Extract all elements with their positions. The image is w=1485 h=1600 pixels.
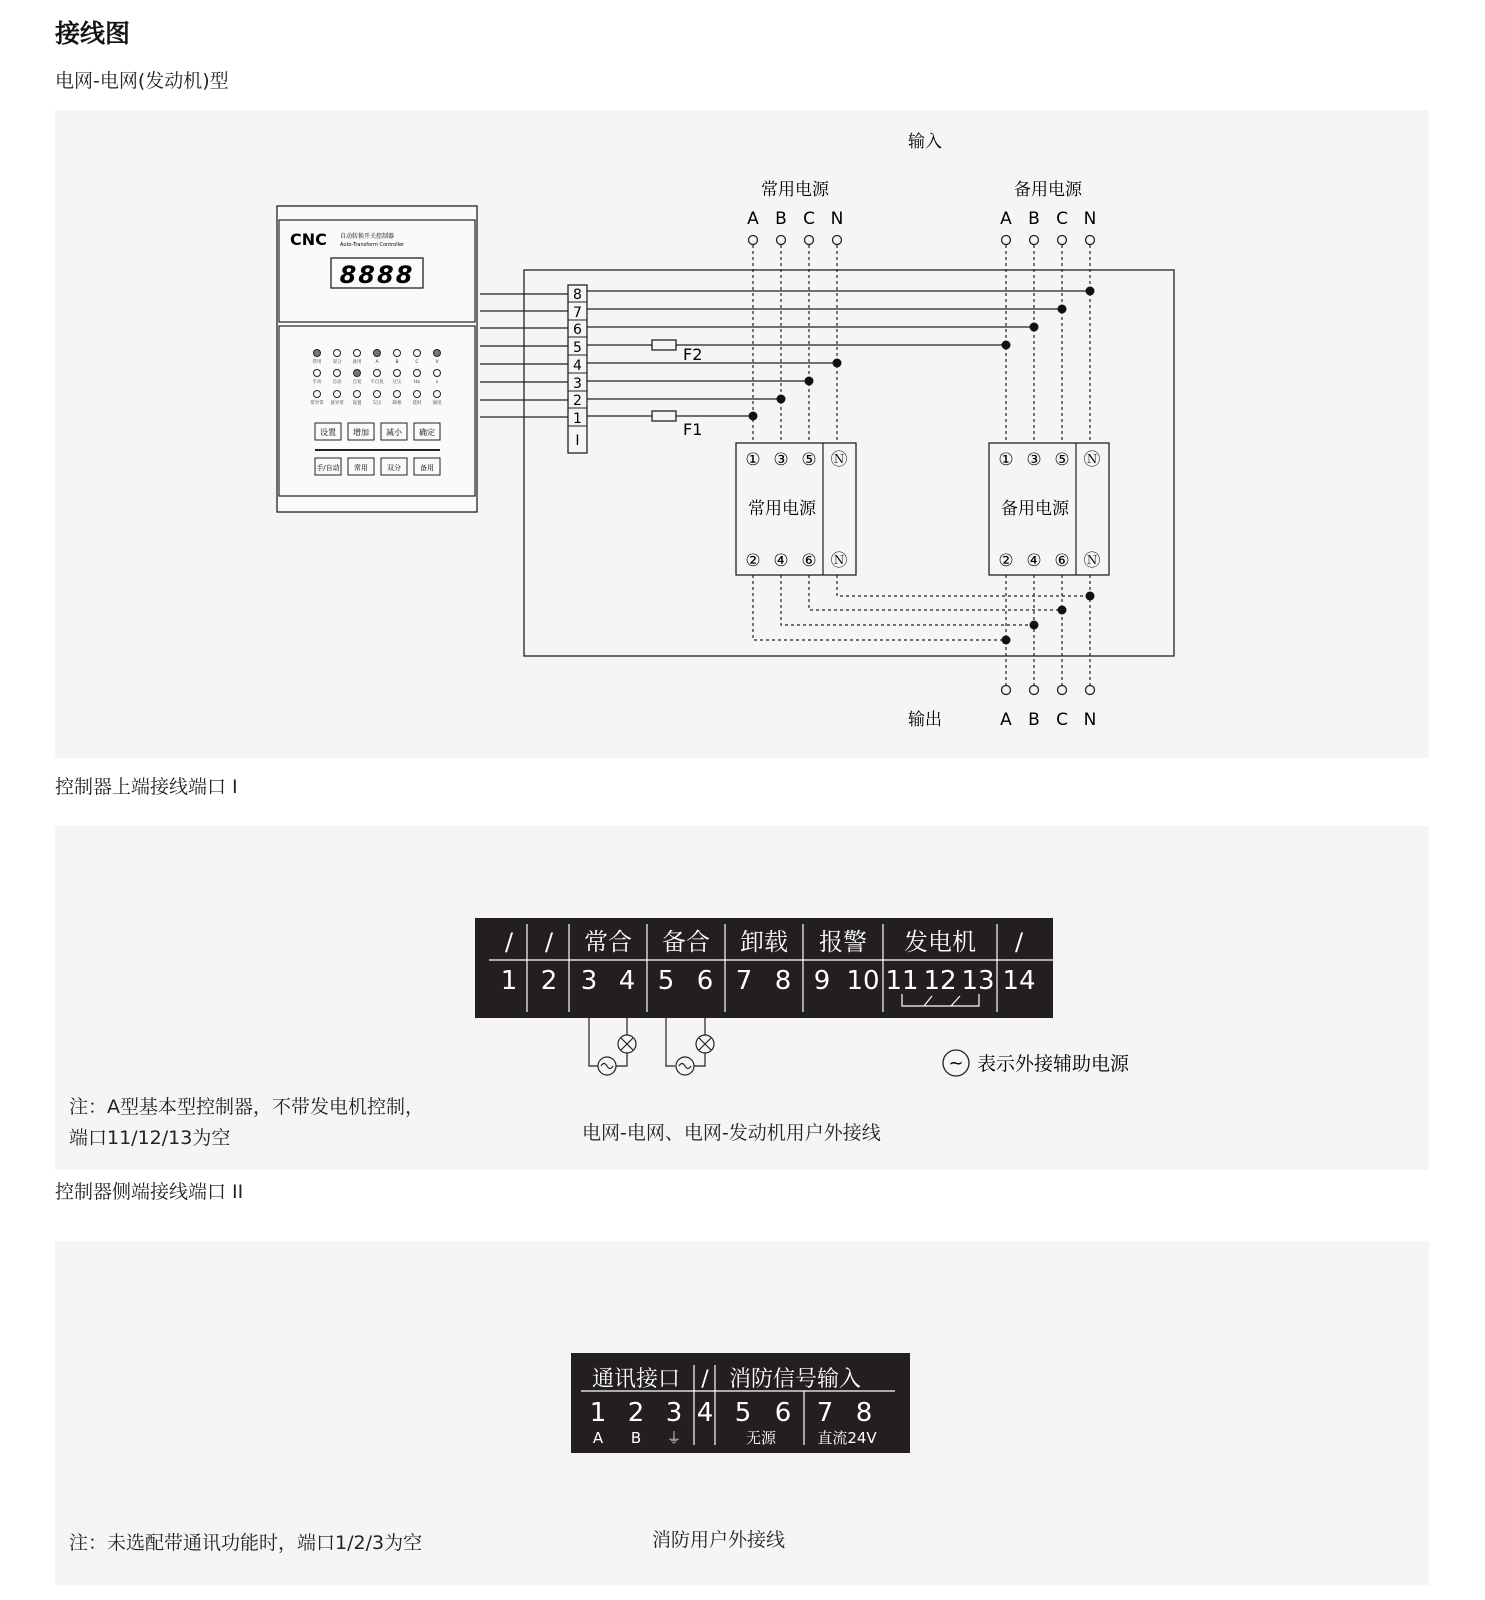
breaker-terminal: ⑤ <box>801 450 817 470</box>
breaker-terminal: ② <box>745 551 761 571</box>
port1-header: / <box>504 928 514 956</box>
port1-header: / <box>544 928 554 956</box>
phase-label: C <box>1056 209 1068 229</box>
breaker-terminal: ④ <box>773 551 789 571</box>
port1-number: 13 <box>961 966 995 996</box>
led-label: C <box>415 360 419 365</box>
breaker-terminal: ① <box>745 450 761 470</box>
port2-sublabel: B <box>630 1429 642 1447</box>
port2-number: 7 <box>816 1398 834 1428</box>
breaker-terminal: Ⓝ <box>830 450 848 470</box>
led-label: Hz <box>414 380 420 385</box>
input-label: 输入 <box>908 132 942 152</box>
fuse-label: F1 <box>683 420 703 439</box>
port1-number: 5 <box>657 966 675 996</box>
fuse-label: F2 <box>683 345 703 364</box>
port1-note <box>69 1092 424 1154</box>
wiring-diagram-panel <box>55 110 1429 758</box>
fuse-f1 <box>652 411 676 421</box>
lamp-circuit-main <box>589 1018 636 1075</box>
port2-number: 4 <box>696 1398 714 1428</box>
source-main-title: 常用电源 <box>761 180 829 200</box>
phase-label: B <box>1028 710 1040 730</box>
output-label: 输出 <box>908 710 942 730</box>
port1-number: 4 <box>618 966 636 996</box>
terminal-number: 3 <box>573 376 582 392</box>
page-title: 接线图 <box>55 19 131 48</box>
port1-number: 11 <box>885 966 919 996</box>
port1-number: 8 <box>774 966 792 996</box>
port1-number: 6 <box>696 966 714 996</box>
port1-header: 卸载 <box>740 928 788 956</box>
breaker-terminal: Ⓝ <box>830 551 848 571</box>
port1-number: 7 <box>735 966 753 996</box>
port2-header: / <box>701 1367 709 1392</box>
led-label: 常异常 <box>310 401 324 406</box>
port1-number: 14 <box>1002 966 1036 996</box>
breaker-terminal: ② <box>998 551 1014 571</box>
led-label: 备用 <box>352 360 362 365</box>
phase-label: N <box>1083 710 1097 730</box>
port2-number: 6 <box>774 1398 792 1428</box>
breaker-terminal: ③ <box>1026 450 1042 470</box>
port1-number: 1 <box>500 966 518 996</box>
led-label: s <box>435 380 439 385</box>
breaker-terminal: ① <box>998 450 1014 470</box>
led-label: B <box>395 360 399 365</box>
port1-number: 12 <box>923 966 957 996</box>
phase-label: N <box>830 209 844 229</box>
port1-caption: 电网-电网、电网-发动机用户外接线 <box>582 1122 881 1144</box>
led-label: 缺相 <box>392 401 402 406</box>
breaker-backup <box>989 443 1109 575</box>
controller-subtitle: Auto-Transform Controller <box>340 242 405 248</box>
controller-name: 自动转换开关控制器 <box>340 233 395 240</box>
port2-caption: 消防用户外接线 <box>652 1529 786 1551</box>
breaker-terminal: ⑤ <box>1054 450 1070 470</box>
breaker-terminal: ④ <box>1026 551 1042 571</box>
lamp-circuit-backup <box>666 1018 714 1075</box>
port2-sublabel: A <box>592 1429 604 1447</box>
terminal-number: 8 <box>573 287 582 303</box>
source-backup-title: 备用电源 <box>1014 180 1082 200</box>
port1-number: 10 <box>846 966 880 996</box>
terminal-number: 5 <box>573 340 582 356</box>
led-label: 自动 <box>332 380 342 385</box>
phase-label: N <box>1083 209 1097 229</box>
port2-header: 消防信号输入 <box>728 1367 862 1392</box>
terminal-number: 7 <box>573 305 582 321</box>
port2-header: 通讯接口 <box>591 1367 681 1392</box>
ground-icon: ⏚ <box>666 1429 682 1447</box>
port2-number: 1 <box>589 1398 607 1428</box>
fuse-f2 <box>652 340 676 350</box>
led-label: 自复 <box>352 380 362 385</box>
terminal-number: 1 <box>573 411 582 427</box>
terminal-block <box>568 285 587 453</box>
breaker-terminal: ⑥ <box>801 551 817 571</box>
port2-number: 8 <box>855 1398 873 1428</box>
terminal-number: 6 <box>573 322 582 338</box>
phase-label: B <box>1028 209 1040 229</box>
port1-panel <box>55 826 1429 1170</box>
phase-label: B <box>775 209 787 229</box>
phase-label: A <box>1000 209 1012 229</box>
port1-note-line1: 注：A型基本型控制器，不带发电机控制， <box>69 1096 424 1118</box>
terminal-number: I <box>575 433 580 449</box>
led-label: V <box>435 360 439 365</box>
breaker-backup-label: 备用电源 <box>1001 499 1069 519</box>
port1-number: 9 <box>813 966 831 996</box>
led-label: 延时 <box>412 401 422 406</box>
led-label: 欠压 <box>372 401 382 406</box>
button-label: 增加 <box>353 428 369 437</box>
phase-label: C <box>1056 710 1068 730</box>
phase-label: C <box>803 209 815 229</box>
port2-sublabel: 无源 <box>745 1429 777 1447</box>
section-title-diagram: 电网-电网(发动机)型 <box>55 70 229 92</box>
button-label: 双分 <box>387 464 401 472</box>
button-label: 备用 <box>420 464 434 472</box>
phase-label: A <box>747 209 759 229</box>
breaker-terminal: ③ <box>773 450 789 470</box>
section-title-port1: 控制器上端接线端口 I <box>55 776 238 798</box>
led-label: 通讯 <box>432 401 442 406</box>
led-label: 备异常 <box>330 401 344 406</box>
led-label: A <box>375 360 379 365</box>
port1-number: 3 <box>580 966 598 996</box>
port2-number: 3 <box>665 1398 683 1428</box>
button-label: 设置 <box>320 428 336 437</box>
port1-note-line2: 端口11/12/13为空 <box>69 1127 231 1149</box>
port2-sublabel: 直流24V <box>817 1429 877 1447</box>
legend-symbol: ~ <box>948 1053 964 1074</box>
wiring-diagram <box>55 110 1429 758</box>
button-label: 常用 <box>354 464 368 472</box>
led-label: 双分 <box>332 360 342 365</box>
port1-header: 报警 <box>819 928 867 956</box>
button-label: 手/自动 <box>316 464 340 472</box>
button-label: 确定 <box>419 428 435 437</box>
port1-header: 备合 <box>662 928 710 956</box>
port1-header: / <box>1014 928 1024 956</box>
led-label: 不自复 <box>370 380 384 385</box>
display-value: 8888 <box>339 261 415 289</box>
port2-number: 2 <box>627 1398 645 1428</box>
terminal-number: 2 <box>573 393 582 409</box>
led-label: 设置 <box>352 401 362 406</box>
phase-label: A <box>1000 710 1012 730</box>
led-label: 过压 <box>392 380 402 385</box>
button-label: 减小 <box>386 428 402 437</box>
legend-text: 表示外接辅助电源 <box>977 1053 1130 1075</box>
breaker-main <box>736 443 856 575</box>
port2-number: 5 <box>734 1398 752 1428</box>
led-label: 常用 <box>312 360 322 365</box>
brand-logo: CNC <box>290 230 327 249</box>
port1-header: 发电机 <box>904 928 976 956</box>
section-title-port2: 控制器侧端接线端口 II <box>55 1181 244 1203</box>
breaker-terminal: Ⓝ <box>1083 450 1101 470</box>
breaker-main-label: 常用电源 <box>748 499 816 519</box>
terminal-number: 4 <box>573 358 582 374</box>
breaker-terminal: ⑥ <box>1054 551 1070 571</box>
port1-header: 常合 <box>584 928 632 956</box>
led-label: 手动 <box>312 380 322 385</box>
port2-panel <box>55 1241 1429 1585</box>
breaker-terminal: Ⓝ <box>1083 551 1101 571</box>
controller-device <box>277 206 477 512</box>
port1-number: 2 <box>540 966 558 996</box>
port2-note: 注：未选配带通讯功能时，端口1/2/3为空 <box>69 1532 423 1554</box>
